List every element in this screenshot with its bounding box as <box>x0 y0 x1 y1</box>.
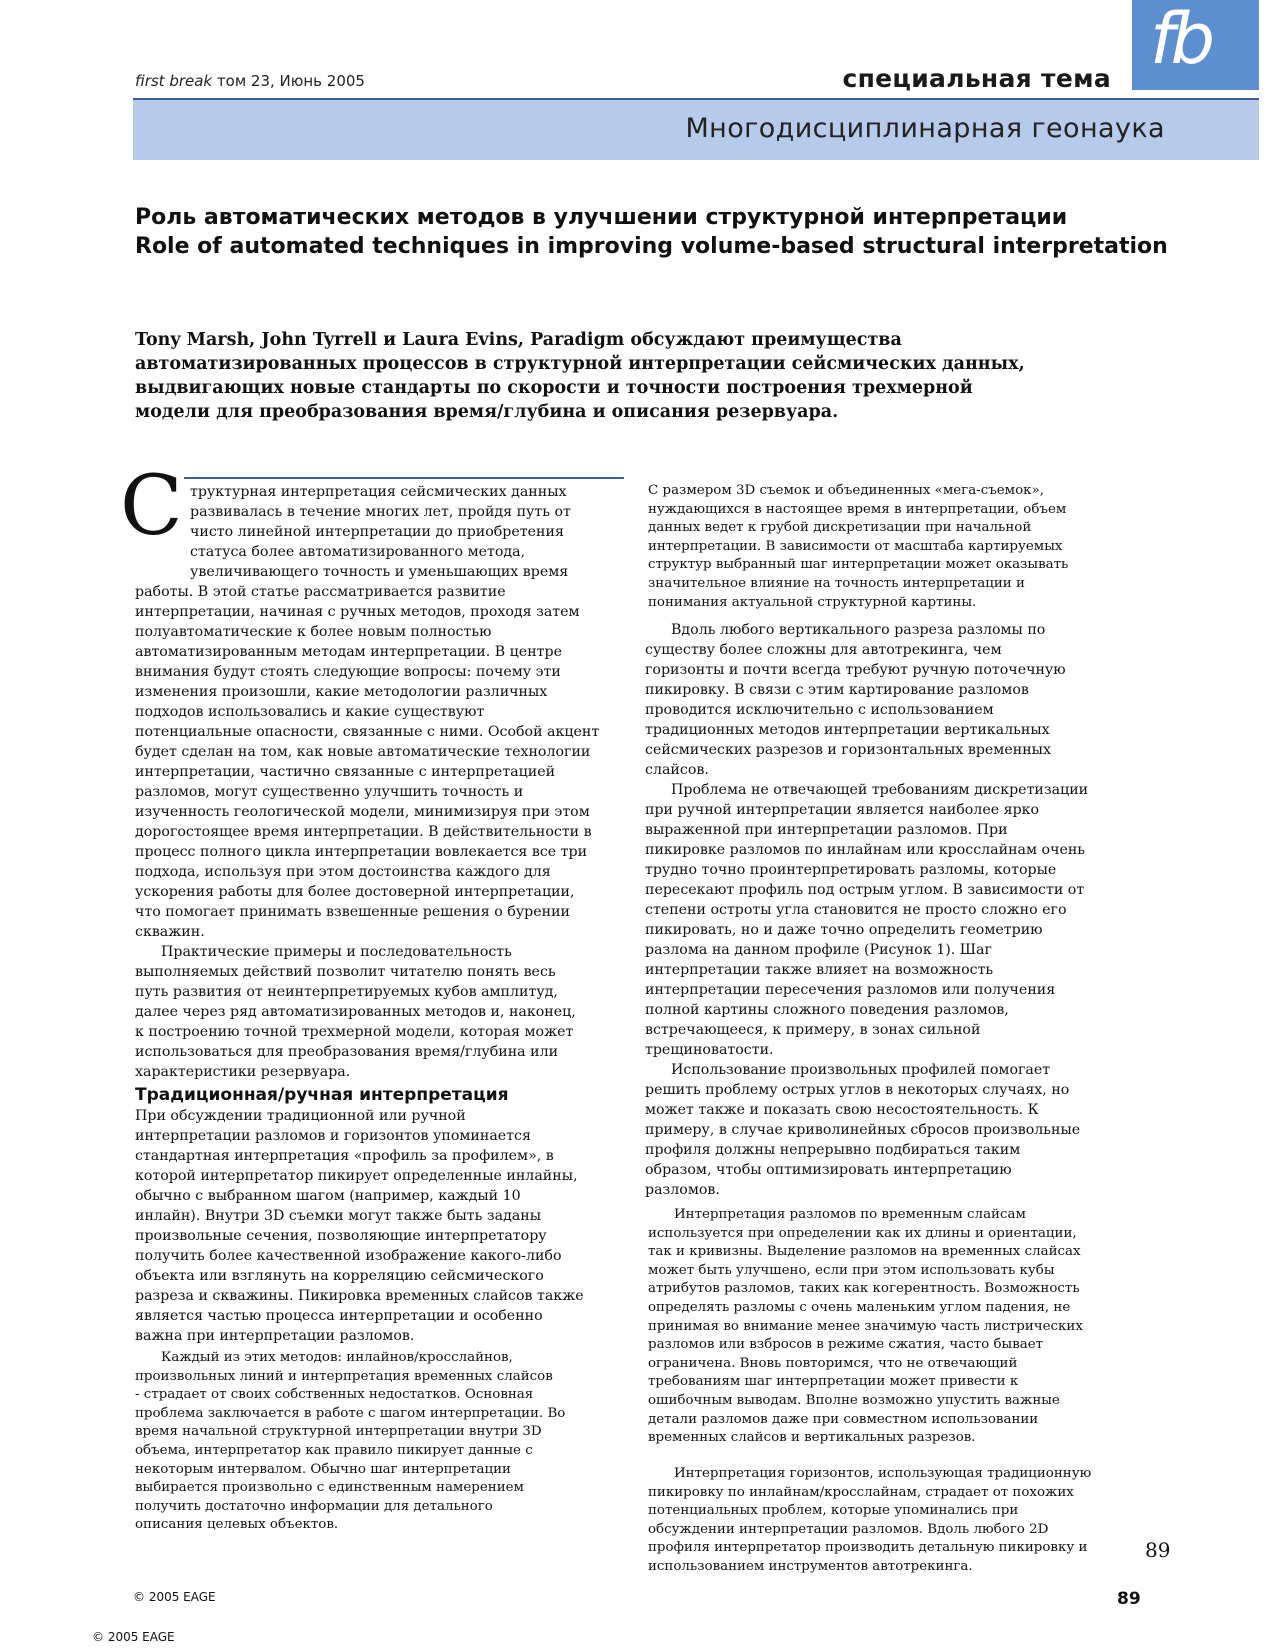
text-line: определять разломы с очень маленьким углом падения, не <box>648 1299 1071 1315</box>
text-line: внимания будут стоять следующие вопросы: почему эти <box>135 664 561 680</box>
text-line: автоматизированным методам интерпретации. В центре <box>135 644 562 660</box>
text-line: интерпретации разломов и горизонтов упоминается <box>135 1128 531 1144</box>
text-line: объема, интерпретатор как правило пикирует данные с <box>135 1442 533 1458</box>
text-line: интерпретации пересечения разломов или получения <box>645 982 1056 998</box>
text-line: разлома на данном профиле (Рисунок 1). Шаг <box>645 942 992 958</box>
fb-logo <box>1132 0 1259 90</box>
text-line: разломов. <box>645 1182 720 1198</box>
text-line: изменения произошли, какие методологии различных <box>135 684 548 700</box>
text-line: описания целевых объектов. <box>135 1517 339 1533</box>
text-line: потенциальные опасности, связанные с ними. Особой акцент <box>135 724 600 740</box>
text-line: использованием инструментов автотрекинга. <box>648 1558 973 1574</box>
text-line: объекта или взглянуть на корреляцию сейсмического <box>135 1268 544 1284</box>
text-line: дорогостоящее время интерпретации. В действительности в <box>135 824 592 840</box>
text-line: выполняемых действий позволит читателю понять весь <box>135 964 556 980</box>
logo-text: fb <box>1150 0 1212 80</box>
text-line: обсуждении интерпретации разломов. Вдоль любого 2D <box>648 1521 1049 1537</box>
text-line: использоваться для преобразования время/глубина или <box>135 1044 559 1060</box>
page-number: 89 <box>1145 1538 1171 1562</box>
text-line: ограничена. Вновь повторимся, что не отвечающий <box>648 1355 1018 1371</box>
text-line: далее через ряд автоматизированных методов и, наконец, <box>135 1004 576 1020</box>
lead-line: автоматизированных процессов в структурной интерпретации сейсмических данных, <box>135 354 1025 374</box>
text-line: будет сделан на том, как новые автоматические технологии <box>135 744 591 760</box>
text-line: инлайн). Внутри 3D съемки могут также быть заданы <box>135 1208 542 1224</box>
text-line: некоторым интервалом. Обычно шаг интерпретации <box>135 1461 511 1477</box>
text-line: Интерпретация горизонтов, использующая традиционную <box>674 1466 1092 1481</box>
text-line: детали разломов даже при совместном использовании <box>648 1411 1039 1427</box>
page-number-footer: 89 <box>1117 1589 1141 1609</box>
text-line: интерпретации. В зависимости от масштаба картируемых <box>648 538 1063 554</box>
lead-line: выдвигающих новые стандарты по скорости и точности построения трехмерной <box>135 378 973 398</box>
text-line: выбирается произвольно с единственным намерением <box>135 1480 524 1496</box>
text-line: при ручной интерпретации является наиболее ярко <box>645 802 1040 818</box>
text-line: что помогает принимать взвешенные решения о бурении <box>135 904 571 920</box>
text-line: Вдоль любого вертикального разреза разломы по <box>671 622 1046 638</box>
text-line: значительное влияние на точность интерпретации и <box>648 575 1025 591</box>
text-line: Практические примеры и последовательность <box>161 944 512 960</box>
left-column-methods <box>135 1349 625 1535</box>
text-line: ускорения работы для более достоверной интерпретации, <box>135 884 575 900</box>
section-label: специальная тема <box>842 64 1111 93</box>
column-rule <box>184 477 624 479</box>
right-column-intro <box>648 482 1148 612</box>
text-line: которой интерпретатор пикирует определенные инлайны, <box>135 1168 578 1184</box>
text-line: получить более качественной изображение какого-либо <box>135 1248 562 1264</box>
right-column-horizons <box>648 1465 1148 1577</box>
journal-line <box>135 72 365 90</box>
text-line: пикировку. В связи с этим картирование разломов <box>645 682 1029 698</box>
text-line: к построению точной трехмерной модели, которая может <box>135 1024 574 1040</box>
lead-line: модели для преобразования время/глубина и описания резервуара. <box>135 402 839 422</box>
text-line: горизонты и почти всегда требуют ручную поточечную <box>645 662 1066 678</box>
text-line: существу более сложны для автотрекинга, чем <box>645 642 1002 658</box>
text-line: традиционных методов интерпретации вертикальных <box>645 722 1050 738</box>
text-line: Интерпретация разломов по временным слайсам <box>674 1207 1026 1222</box>
text-line: сейсмических разрезов и горизонтальных временных <box>645 742 1051 758</box>
text-line: встречающееся, к примеру, в зонах сильной <box>645 1022 981 1038</box>
text-line: стандартная интерпретация «профиль за профилем», в <box>135 1148 554 1164</box>
text-line: Каждый из этих методов: инлайнов/кросслайнов, <box>161 1350 513 1365</box>
text-line: трещиноватости. <box>645 1042 774 1058</box>
text-line: примеру, в случае криволинейных сбросов произвольные <box>645 1122 1081 1138</box>
right-column-faults <box>645 620 1145 1200</box>
text-line: обычно с выбранном шагом (например, каждый 10 <box>135 1188 521 1204</box>
journal-issue: том 23, Июнь 2005 <box>216 72 365 90</box>
left-column-traditional <box>135 1106 625 1346</box>
text-line: структур выбранный шаг интерпретации может оказывать <box>648 557 1069 573</box>
text-line: может также и показать свою несостоятельность. К <box>645 1102 1039 1118</box>
text-line: профиля должны непрерывно подбираться таким <box>645 1142 1021 1158</box>
text-line: увеличивающего точность и уменьшающих время <box>190 564 569 580</box>
text-line: может быть улучшено, если при этом использовать кубы <box>648 1262 1055 1278</box>
copyright: © 2005 EAGE <box>133 1590 216 1604</box>
text-line: пикировать, но и даже точно определить геометрию <box>645 922 1043 938</box>
text-line: При обсуждении традиционной или ручной <box>135 1108 466 1124</box>
text-line: скважин. <box>135 924 205 940</box>
text-line: временных слайсов и вертикальных разрезов. <box>648 1430 976 1446</box>
text-line: Проблема не отвечающей требованиям дискретизации <box>671 782 1089 798</box>
text-line: полуавтоматические к более новым полностью <box>135 624 492 640</box>
text-line: подхода, используя при этом достоинства каждого для <box>135 864 551 880</box>
text-line: время начальной структурной интерпретации внутри 3D <box>135 1424 542 1440</box>
drop-cap: С <box>120 459 183 554</box>
text-line: статуса более автоматизированного метода, <box>190 544 526 560</box>
text-line: слайсов. <box>645 762 709 778</box>
text-line: степени остроты угла становится не просто сложно его <box>645 902 1067 918</box>
text-line: С размером 3D съемок и объединенных «мега-съемок», <box>648 483 1044 498</box>
text-line: пикировку по инлайнам/кросслайнам, страдает от похожих <box>648 1484 1074 1500</box>
text-line: нуждающихся в настоящее время в интерпретации, объем <box>648 501 1067 517</box>
text-line: проблема заключается в работе с шагом интерпретации. Во <box>135 1405 566 1421</box>
text-line: принимая во внимание менее значимую часть листрических <box>648 1318 1083 1334</box>
text-line: - страдает от своих собственных недостатков. Основная <box>135 1387 534 1403</box>
text-line: интерпретации, начиная с ручных методов, проходя затем <box>135 604 580 620</box>
text-line: профиля интерпретатор производить детальную пикировку и <box>648 1540 1088 1556</box>
text-line: ошибочным выводам. Вполне возможно упустить важные <box>648 1392 1060 1408</box>
text-line: выраженной при интерпретации разломов. При <box>645 822 1008 838</box>
left-column-intro <box>135 482 625 1082</box>
text-line: данных ведет к грубой дискретизации при начальной <box>648 520 1032 536</box>
text-line: является частью процесса интерпретации и особенно <box>135 1308 543 1324</box>
text-line: используется при определении как их длины и ориентации, <box>648 1225 1077 1241</box>
article-title-en: Role of automated techniques in improving volume-based structural interpretation <box>135 234 1168 259</box>
text-line: решить проблему острых углов в некоторых случаях, но <box>645 1082 1070 1098</box>
text-line: важна при интерпретации разломов. <box>135 1328 415 1344</box>
right-column-timeslices <box>648 1206 1148 1448</box>
copyright-footer: © 2005 EAGE <box>92 1630 175 1644</box>
text-line: проводится исключительно с использованием <box>645 702 994 718</box>
text-line: Использование произвольных профилей помогает <box>671 1062 1051 1078</box>
text-line: подходов использовались и какие существуют <box>135 704 485 720</box>
section-heading: Традиционная/ручная интерпретация <box>135 1085 509 1105</box>
journal-name: first break <box>135 72 213 90</box>
text-line: изученность геологической модели, минимизируя при этом <box>135 804 590 820</box>
text-line: полной картины сложного поведения разломов, <box>645 1002 1009 1018</box>
text-line: развивалась в течение многих лет, пройдя путь от <box>190 504 571 520</box>
text-line: потенциальных проблем, которые упоминались при <box>648 1503 1019 1519</box>
text-line: чисто линейной интерпретации до приобретения <box>190 524 564 540</box>
text-line: так и кривизны. Выделение разломов на временных слайсах <box>648 1244 1081 1260</box>
text-line: произвольных линий и интерпретация временных слайсов <box>135 1368 553 1384</box>
text-line: понимания актуальной структурной картины. <box>648 594 977 610</box>
text-line: требованиям шаг интерпретации может привести к <box>648 1374 1019 1390</box>
article-lead <box>135 328 1145 424</box>
text-line: интерпретации также влияет на возможность <box>645 962 994 978</box>
text-line: работы. В этой статье рассматривается развитие <box>135 584 506 600</box>
text-line: разломов или взбросов в режиме сжатия, часто бывает <box>648 1337 1044 1353</box>
text-line: путь развития от неинтерпретируемых кубов амплитуд, <box>135 984 558 1000</box>
text-line: труктурная интерпретация сейсмических данных <box>190 484 567 500</box>
text-line: разломов, могут существенно улучшить точность и <box>135 784 524 800</box>
text-line: разреза и скважины. Пикировка временных слайсов также <box>135 1288 584 1304</box>
text-line: произвольные сечения, позволяющие интерпретатору <box>135 1228 547 1244</box>
article-title-ru: Роль автоматических методов в улучшении структурной интерпретации <box>135 205 1068 230</box>
text-line: образом, чтобы оптимизировать интерпретацию <box>645 1162 1012 1178</box>
text-line: получить достаточно информации для детального <box>135 1498 493 1514</box>
text-line: атрибутов разломов, таких как когерентность. Возможность <box>648 1281 1080 1297</box>
text-line: трудно точно проинтерпретировать разломы, которые <box>645 862 1057 878</box>
text-line: характеристики резервуара. <box>135 1064 351 1080</box>
text-line: процесс полного цикла интерпретации вовлекается все три <box>135 844 588 860</box>
text-line: пересекают профиль под острым углом. В зависимости от <box>645 882 1085 898</box>
band-title: Многодисциплинарная геонаука <box>685 113 1165 144</box>
lead-line: Tony Marsh, John Tyrrell и Laura Evins, Paradigm обсуждают преимущества <box>135 330 902 350</box>
text-line: пикировке разломов по инлайнам или кросслайнам очень <box>645 842 1086 858</box>
text-line: интерпретации, частично связанные с интерпретацией <box>135 764 556 780</box>
